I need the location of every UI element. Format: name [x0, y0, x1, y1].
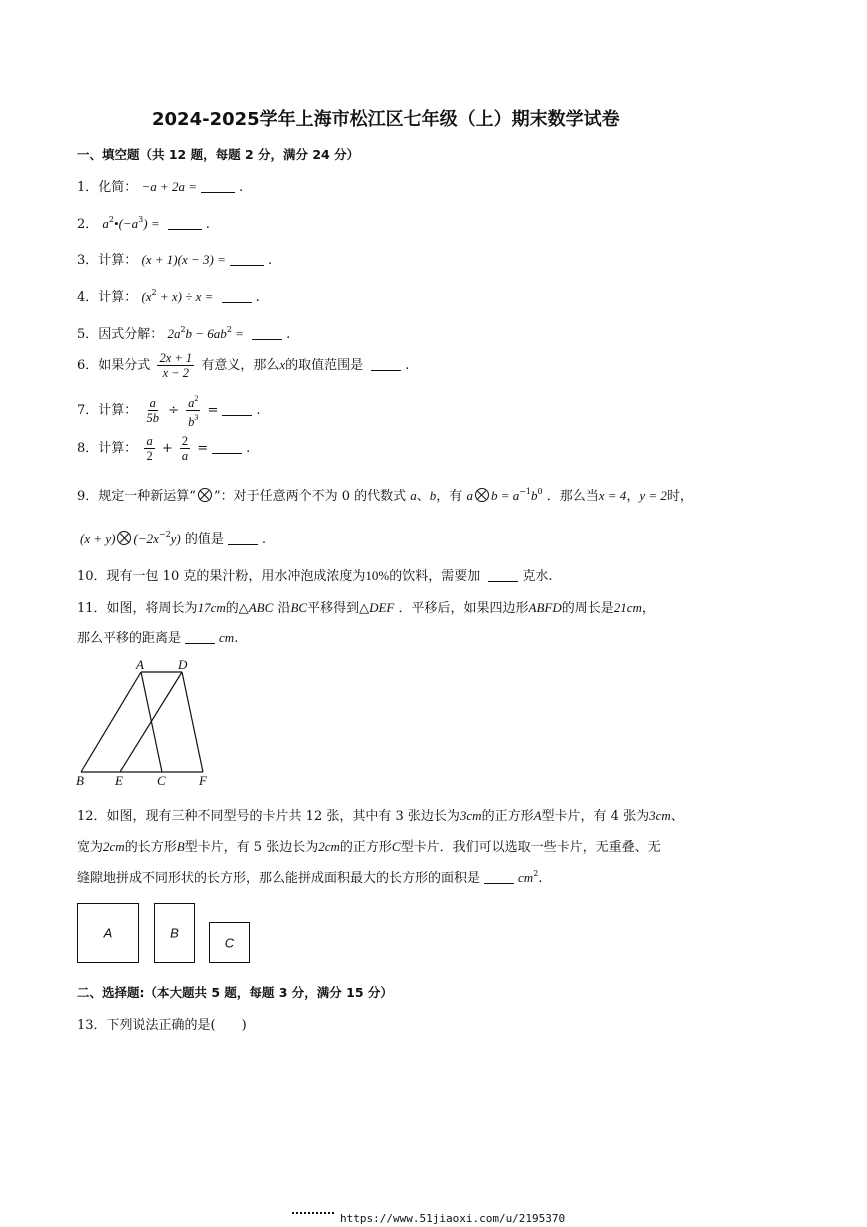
question-6: 6．如果分式 $\frac{2x + 1}{x - 2}$ 有意义，那么x的取值范围是 .: [77, 351, 410, 380]
card-b-rectangle: B: [154, 903, 195, 963]
question-7: 7．计算： $\frac{a}{5b}$ ÷ $\frac{a^2}{b^3}$ = .: [77, 394, 261, 429]
answer-blank: [168, 217, 202, 230]
question-3: 3．计算： (x + 1)(x − 3) = .: [77, 252, 273, 268]
fraction: $\frac{2}{a}$: [181, 434, 189, 463]
otimes-operator-icon: [198, 488, 212, 502]
fraction: $\frac{a}{5b}$: [146, 396, 159, 425]
question-4: 4．计算： $(x^2 + x) \div x$ = .: [77, 288, 260, 305]
label-B: B: [76, 773, 84, 788]
card-a-square: A: [77, 903, 139, 963]
question-12-line-3: 缝隙地拼成不同形状的长方形，那么能拼成面积最大的长方形的面积是 $cm^2$.: [77, 869, 543, 886]
segment-DE: [120, 672, 182, 772]
label-F: F: [199, 773, 207, 788]
page-title: 2024-2025学年上海市松江区七年级（上）期末数学试卷: [152, 109, 620, 130]
question-12-line-1: 12．如图，现有三种不同型号的卡片共 12 张，其中有 3 张边长为3cm的正方形A型卡片，有 4 张为3cm、: [77, 808, 684, 824]
footer-url[interactable]: https://www.51jiaoxi.com/u/2195370: [340, 1212, 566, 1225]
segment-DF: [182, 672, 203, 772]
card-c-square: C: [209, 922, 250, 963]
answer-blank: [371, 358, 401, 371]
answer-blank: [222, 290, 252, 303]
label-D: D: [178, 658, 188, 672]
label-E: E: [115, 773, 123, 788]
question-11-line-2: 那么平移的距离是 cm.: [77, 630, 239, 646]
section-choice-heading: 二、选择题:（本大题共 5 题，每题 3 分，满分 15 分）: [77, 985, 393, 1000]
question-13: 13．下列说法正确的是( ): [77, 1018, 247, 1033]
answer-blank: [230, 253, 264, 266]
page-footer: [292, 1212, 565, 1225]
fraction: $\frac{2x + 1}{x - 2}$: [159, 351, 193, 380]
question-10: 10．现有一包 10 克的果汁粉，用水冲泡成浓度为10%的饮料，需要加 克水.: [77, 568, 553, 584]
answer-blank: [484, 871, 514, 884]
section-fill-blank-heading: 一、填空题（共 12 题，每题 2 分，满分 24 分）: [77, 147, 360, 162]
translation-figure: [72, 658, 212, 788]
answer-blank: [228, 532, 258, 545]
otimes-operator-icon: [475, 488, 489, 502]
question-9-line-2: (x + y) $(-2x^{-2}y)$ 的值是 .: [80, 530, 267, 547]
answer-blank: [185, 631, 215, 644]
otimes-operator-icon: [117, 531, 131, 545]
question-5: 5．因式分解： $2a^2b - 6ab^2$ = .: [77, 325, 291, 342]
footer-logo-mark: [292, 1212, 334, 1220]
answer-blank: [488, 569, 518, 582]
segment-AB: [81, 672, 141, 772]
label-A: A: [136, 658, 144, 672]
answer-blank: [212, 441, 242, 454]
question-9-line-1: 9．规定一种新运算“ ”：对于任意两个不为 0 的代数式 a、b，有 a $b = a^{-1}b^0$ ．那么当x = 4，y = 2时，: [77, 487, 693, 504]
question-11-line-1: 11．如图，将周长为17cm的△ABC 沿BC平移得到△DEF ．平移后，如果四边形ABFD的周长是21cm，: [77, 600, 655, 616]
label-C: C: [157, 773, 166, 788]
fraction: $\frac{a^2}{b^3}$: [188, 394, 199, 429]
question-12-line-2: 宽为2cm的长方形B型卡片，有 5 张边长为2cm的正方形C型卡片．我们可以选取一些卡片，无重叠、无: [77, 839, 661, 855]
fraction: $\frac{a}{2}$: [146, 434, 153, 463]
answer-blank: [201, 180, 235, 193]
question-1: 1．化简： −a + 2a = .: [77, 179, 244, 195]
answer-blank: [222, 403, 252, 416]
question-8: 8．计算： $\frac{a}{2}$ + $\frac{2}{a}$ = .: [77, 434, 251, 463]
question-2: 2． $a^2•(-a^3)$ = .: [77, 215, 210, 232]
answer-blank: [252, 327, 282, 340]
